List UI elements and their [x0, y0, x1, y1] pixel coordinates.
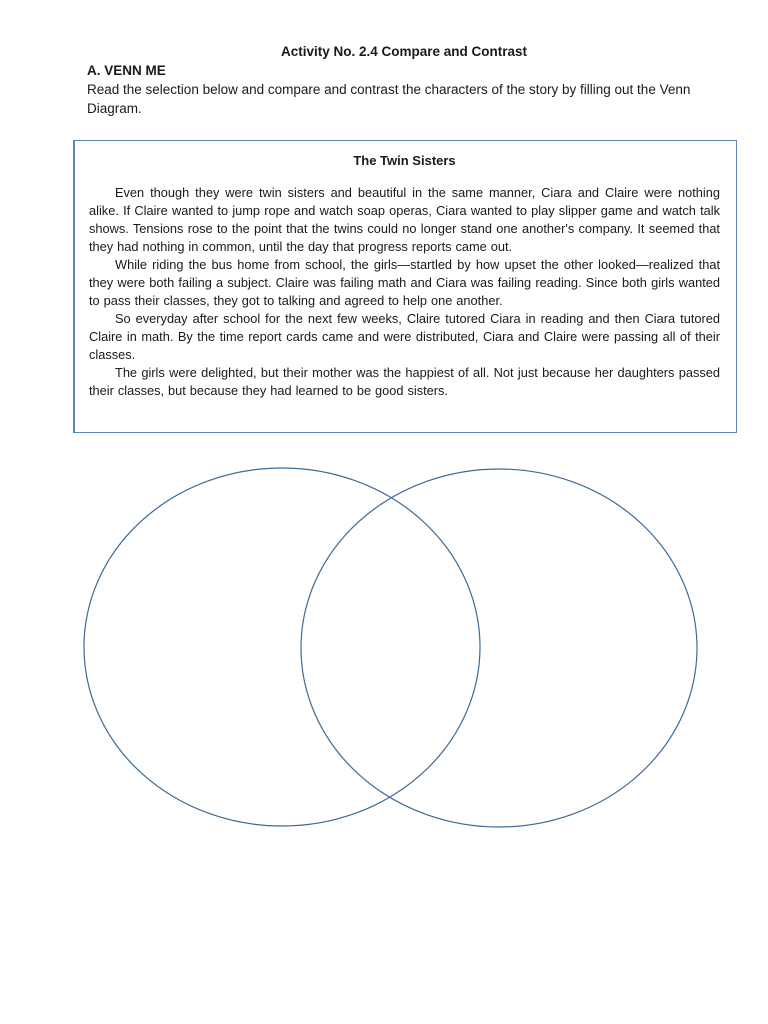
venn-diagram	[0, 460, 768, 840]
activity-title: Activity No. 2.4 Compare and Contrast	[280, 44, 528, 59]
section-heading: A. VENN ME	[87, 63, 166, 78]
venn-left-circle[interactable]	[84, 468, 480, 826]
story-box	[73, 140, 737, 433]
story-paragraph-1: Even though they were twin sisters and beautiful in the same manner, Ciara and Claire were nothing alike. If Claire wanted to jump rope and watch soap operas, Ciara wanted to play slipper game and watch talk shows. Tensions rose to the point that the twins could no longer stand one another's company. It seemed that they had nothing in common, until the day that progress reports came out.	[89, 185, 720, 254]
story-paragraph-2: While riding the bus home from school, the girls—startled by how upset the other looked—realized that they were both failing a subject. Claire was failing math and Ciara was failing reading. Since both girls wanted to pass their classes, they got to talking and agreed to help one another.	[89, 257, 720, 308]
venn-right-circle[interactable]	[301, 469, 697, 827]
story-paragraph-3: So everyday after school for the next few weeks, Claire tutored Ciara in reading and then Ciara tutored Claire in math. By the time report cards came and were distributed, Ciara and Claire were passing all of their classes.	[89, 311, 720, 362]
instructions: Read the selection below and compare and contrast the characters of the story by filling out the Venn Diagram.	[87, 82, 691, 116]
story-paragraph-4: The girls were delighted, but their mother was the happiest of all. Not just because her daughters passed their classes, but because they had learned to be good sisters.	[89, 365, 720, 398]
story-title: The Twin Sisters	[353, 153, 456, 168]
